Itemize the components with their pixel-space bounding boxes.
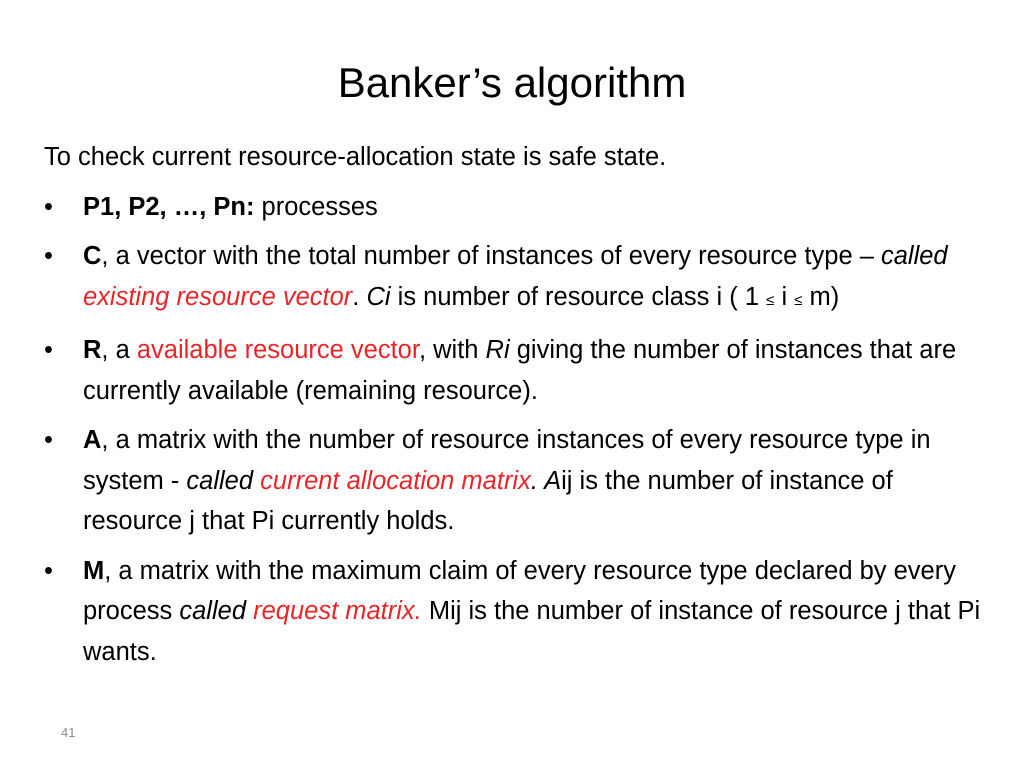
bullet-icon: • [44, 192, 53, 221]
highlight-existing-resource-vector: existing resource vector [83, 282, 353, 311]
bullet-request-matrix [44, 551, 984, 673]
term-c: C [83, 242, 102, 270]
bullet-text: m) [802, 282, 840, 311]
bullet-text: ij is the number of instance of resource j that Pi currently holds. [83, 466, 893, 535]
slide-title: Banker’s algorithm [337, 59, 687, 106]
bullet-text: . [352, 282, 367, 311]
page-number: 41 [61, 725, 76, 740]
called-label: called [880, 242, 948, 270]
bullet-text: , a [101, 336, 137, 364]
bullet-text: , a vector with the total number of instances of every resource type – [101, 242, 881, 270]
bullet-processes [44, 187, 984, 228]
bullet-text: , a matrix with the maximum claim of every resource type declared by every process [83, 556, 956, 625]
term-r: R [83, 336, 102, 364]
bullet-text: i [774, 282, 795, 311]
bullet-text: Mij is the number of instance of resource j that Pi wants. [83, 597, 981, 666]
le-symbol: ≤ [766, 291, 775, 309]
highlight-request-matrix: request matrix. [253, 597, 422, 625]
term-a: A [83, 426, 102, 454]
bullet-icon: • [44, 242, 53, 270]
bullet-icon: • [44, 336, 53, 364]
highlight-current-allocation-matrix: current allocation matrix [260, 466, 531, 495]
bullet-text: , a matrix with the number of resource instances of every resource type in system - [83, 426, 931, 495]
called-label: called [186, 466, 254, 495]
called-label: called [179, 597, 247, 625]
term-processes: P1, P2, …, Pn: [83, 192, 255, 221]
le-symbol: ≤ [794, 291, 803, 309]
bullet-list [44, 187, 984, 673]
bullet-text: giving the number of instances that are currently available (remaining resource). [83, 336, 957, 405]
bullet-existing-resource-vector [44, 236, 984, 321]
bullet-icon: • [44, 556, 53, 585]
highlight-available-resource-vector: available resource vector [136, 336, 419, 364]
bullet-text: , with [418, 336, 486, 364]
bullet-text: is number of resource class i ( 1 [390, 282, 767, 311]
bullet-available-resource-vector [44, 330, 984, 411]
bullet-text: processes [254, 192, 378, 221]
variable-a: A [544, 466, 562, 495]
slide-body [44, 137, 984, 681]
bullet-icon: • [44, 426, 53, 454]
bullet-text: . [530, 466, 545, 495]
variable-ri: Ri [485, 336, 510, 364]
variable-ci: Ci [366, 282, 391, 311]
term-m: M [83, 556, 105, 585]
bullet-current-allocation-matrix [44, 420, 984, 542]
intro-text: To check current resource-allocation state is safe state. [44, 143, 667, 171]
